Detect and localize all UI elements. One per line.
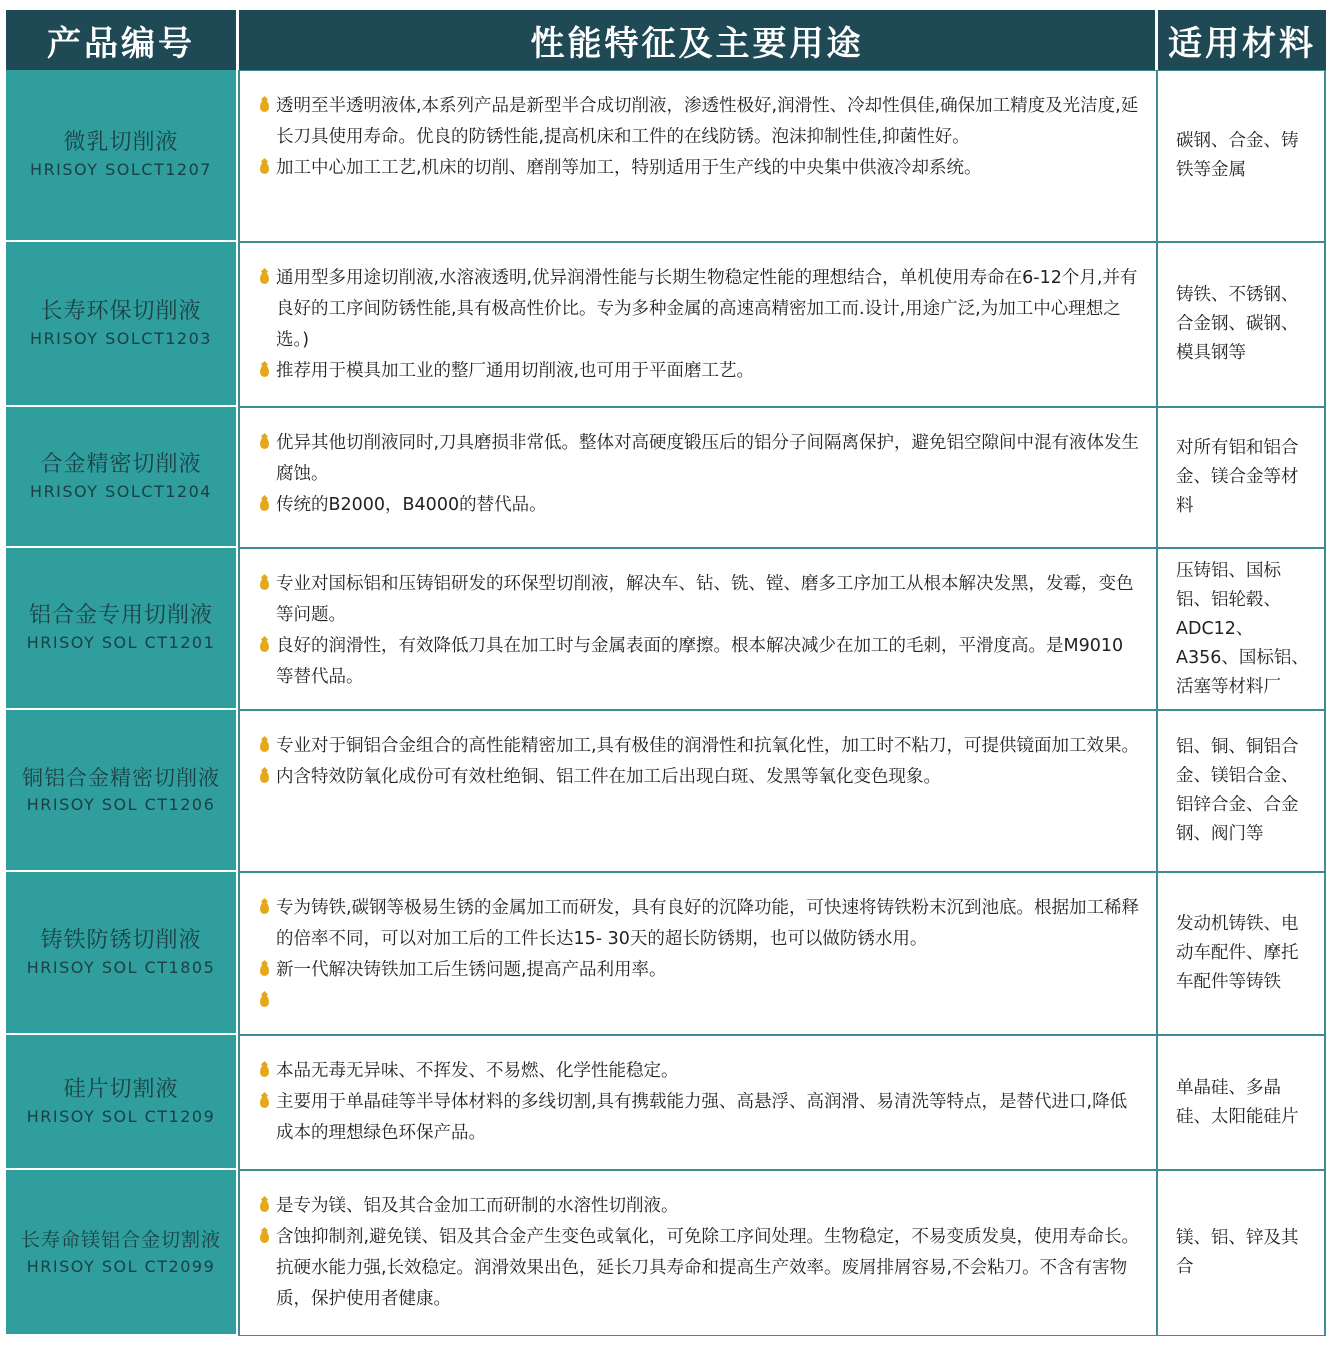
materials-text: 压铸铝、国标铝、铝轮毂、ADC12、A356、国标铝、活塞等材料厂: [1176, 560, 1309, 697]
features-cell: [238, 548, 1156, 710]
features-cell: [238, 710, 1156, 872]
oil-drop-icon: [260, 499, 269, 511]
features-cell: [238, 872, 1156, 1035]
header-materials: 适用材料: [1158, 10, 1326, 70]
feature-text: 专业对国标铝和压铸铝研发的环保型切削液，解决车、钻、铣、镗、磨多工序加工从根本解决发黑，发霉，变色等问题。: [276, 574, 1134, 625]
feature-text: 加工中心加工工艺,机床的切削、磨削等加工，特别适用于生产线的中央集中供液冷却系统。: [276, 158, 982, 178]
product-code: HRISOY SOL CT1805: [26, 957, 216, 977]
product-name: 铸铁防锈切削液: [40, 927, 202, 953]
feature-bullet: [276, 1191, 1140, 1222]
feature-bullet: [276, 893, 1140, 955]
product-cell: [6, 70, 236, 242]
feature-bullet: [276, 428, 1140, 490]
oil-drop-icon: [260, 578, 269, 590]
product-code: HRISOY SOL CT1201: [26, 633, 216, 652]
feature-bullet: [276, 631, 1140, 693]
product-code: HRISOY SOLCT1204: [30, 481, 212, 501]
materials-text: 铸铁、不锈钢、合金钢、碳钢、模具钢等: [1176, 285, 1299, 363]
feature-text: 新一代解决铸铁加工后生锈问题,提高产品利用率。: [276, 960, 667, 980]
table-row: [6, 1035, 1326, 1170]
feature-bullet: [276, 490, 1140, 521]
oil-drop-icon: [260, 162, 269, 174]
product-name: 铝合金专用切削液: [28, 603, 213, 628]
product-cell: [6, 710, 236, 872]
oil-drop-icon: [260, 902, 269, 914]
product-name: 长寿环保切削液: [40, 298, 202, 324]
feature-bullet: [276, 569, 1140, 631]
feature-text: 本品无毒无异味、不挥发、不易燃、化学性能稳定。: [276, 1061, 679, 1081]
product-cell: [6, 1170, 236, 1336]
oil-drop-icon: [260, 995, 269, 1007]
materials-cell: [1156, 1035, 1326, 1170]
features-cell: [238, 1170, 1156, 1336]
materials-cell: [1156, 70, 1326, 242]
feature-text: 透明至半透明液体,本系列产品是新型半合成切削液，渗透性极好,润滑性、冷却性俱佳,确保加工精度及光洁度,延长刀具使用寿命。优良的防锈性能,提高机床和工件的在线防锈。泡沫抑制性佳,抑菌性好。: [276, 96, 1139, 147]
feature-bullet: [276, 1087, 1140, 1149]
materials-text: 镁、铝、锌及其合: [1176, 1228, 1299, 1277]
product-cell: [6, 872, 236, 1035]
product-name: 长寿命镁铝合金切割液: [20, 1229, 221, 1251]
feature-text: 主要用于单晶硅等半导体材料的多线切割,具有携载能力强、高悬浮、高润滑、易清洗等特点，是替代进口,降低成本的理想绿色环保产品。: [276, 1092, 1128, 1143]
materials-text: 发动机铸铁、电动车配件、摩托车配件等铸铁: [1176, 914, 1299, 992]
feature-text: 专业对于铜铝合金组合的高性能精密加工,具有极佳的润滑性和抗氧化性，加工时不粘刀，可提供镜面加工效果。: [276, 736, 1140, 756]
feature-text: 优异其他切削液同时,刀具磨损非常低。整体对高硬度锻压后的铝分子间隔离保护，避免铝空隙间中混有液体发生腐蚀。: [276, 433, 1140, 484]
feature-bullet: [276, 731, 1140, 762]
features-cell: [238, 70, 1156, 242]
product-code: HRISOY SOLCT1207: [30, 160, 212, 179]
table-row: [6, 872, 1326, 1035]
feature-text: 通用型多用途切削液,水溶液透明,优异润滑性能与长期生物稳定性能的理想结合，单机使用寿命在6-12个月,并有良好的工序间防锈性能,具有极高性价比。专为多种金属的高速高精密加工而.设计,用途广泛,为加工中心理想之选。): [276, 268, 1138, 350]
materials-cell: [1156, 242, 1326, 407]
product-code: HRISOY SOL CT1206: [26, 795, 216, 814]
feature-bullet: [276, 263, 1140, 356]
materials-cell: [1156, 548, 1326, 710]
product-name: 微乳切削液: [63, 130, 179, 155]
oil-drop-icon: [260, 1096, 269, 1108]
oil-drop-icon: [260, 365, 269, 377]
product-cell: [6, 407, 236, 548]
feature-text: 是专为镁、铝及其合金加工而研制的水溶性切削液。: [276, 1196, 679, 1216]
feature-bullet: [276, 91, 1140, 153]
oil-drop-icon: [260, 1065, 269, 1077]
feature-text: 良好的润滑性，有效降低刀具在加工时与金属表面的摩擦。根本解决减少在加工的毛刺，平滑度高。是M9010等替代品。: [276, 636, 1124, 687]
feature-text: 专为铸铁,碳钢等极易生锈的金属加工而研发，具有良好的沉降功能，可快速将铸铁粉末沉到池底。根据加工稀释的倍率不同，可以对加工后的工件长达15- 30天的超长防锈期，也可以做防锈水用。: [276, 898, 1140, 949]
materials-text: 对所有铝和铝合金、镁合金等材料: [1176, 438, 1299, 516]
header-product-code: 产品编号: [6, 10, 236, 70]
features-cell: [238, 242, 1156, 407]
product-code: HRISOY SOL CT2099: [26, 1257, 216, 1276]
materials-text: 单晶硅、多晶硅、太阳能硅片: [1176, 1077, 1299, 1127]
table-row: [6, 710, 1326, 872]
product-cell: [6, 242, 236, 407]
oil-drop-icon: [260, 640, 269, 652]
oil-drop-icon: [260, 1231, 269, 1243]
features-cell: [238, 407, 1156, 548]
feature-bullet: [276, 1056, 1140, 1087]
feature-bullet: [276, 762, 1140, 793]
feature-bullet: [276, 356, 1140, 387]
oil-drop-icon: [260, 437, 269, 449]
product-cell: [6, 1035, 236, 1170]
product-code: HRISOY SOL CT1209: [26, 1106, 216, 1126]
feature-bullet: [276, 986, 1140, 1017]
product-name: 合金精密切削液: [40, 451, 202, 477]
oil-drop-icon: [260, 964, 269, 976]
product-code: HRISOY SOLCT1203: [30, 328, 212, 348]
product-cell: [6, 548, 236, 710]
oil-drop-icon: [260, 272, 269, 284]
oil-drop-icon: [260, 771, 269, 783]
feature-bullet: [276, 1222, 1140, 1315]
features-cell: [238, 1035, 1156, 1170]
materials-text: 碳钢、合金、铸铁等金属: [1176, 131, 1299, 180]
feature-text: 传统的B2000，B4000的替代品。: [276, 495, 547, 515]
materials-cell: [1156, 1170, 1326, 1336]
product-name: 硅片切割液: [63, 1076, 179, 1102]
oil-drop-icon: [260, 100, 269, 112]
table-row: [6, 242, 1326, 407]
oil-drop-icon: [260, 740, 269, 752]
materials-text: 铝、铜、铜铝合金、镁铝合金、铝锌合金、合金钢、阀门等: [1176, 737, 1299, 844]
materials-cell: [1156, 407, 1326, 548]
feature-bullet: [276, 153, 1140, 184]
feature-bullet: [276, 955, 1140, 986]
oil-drop-icon: [260, 1200, 269, 1212]
product-name: 铜铝合金精密切削液: [22, 766, 220, 790]
header-features: 性能特征及主要用途: [239, 10, 1155, 70]
materials-cell: [1156, 710, 1326, 872]
feature-text: 内含特效防氧化成份可有效杜绝铜、铝工件在加工后出现白斑、发黑等氧化变色现象。: [276, 767, 941, 787]
feature-text: 含蚀抑制剂,避免镁、铝及其合金产生变色或氧化，可免除工序间处理。生物稳定，不易变质发臭，使用寿命长。抗硬水能力强,长效稳定。润滑效果出色，延长刀具寿命和提高生产效率。废屑排屑容易,不会粘刀。不含有害物质，保护使用者健康。: [276, 1227, 1140, 1309]
table-row: [6, 1170, 1326, 1336]
table-row: [6, 70, 1326, 242]
table-row: [6, 407, 1326, 548]
materials-cell: [1156, 872, 1326, 1035]
table-row: [6, 548, 1326, 710]
feature-text: 推荐用于模具加工业的整厂通用切削液,也可用于平面磨工艺。: [276, 361, 755, 381]
